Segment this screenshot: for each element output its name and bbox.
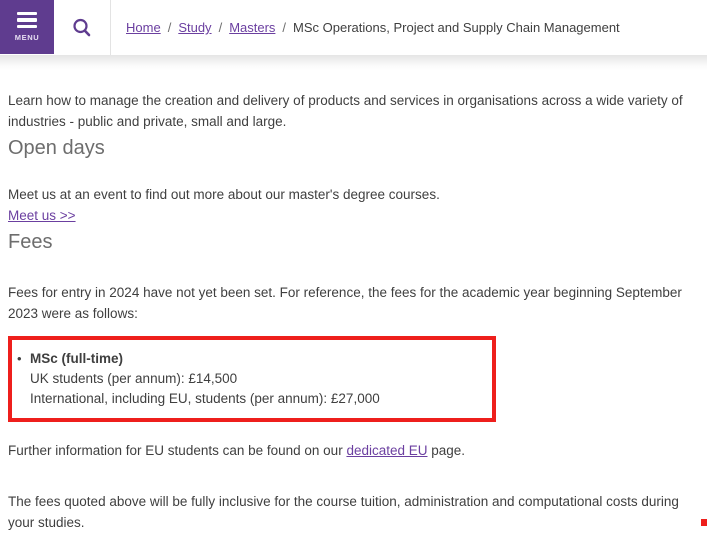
- breadcrumb-current-page: MSc Operations, Project and Supply Chain Management: [293, 20, 620, 35]
- breadcrumb-separator: /: [218, 20, 223, 35]
- hamburger-icon: [17, 12, 37, 29]
- fees-list: [12, 349, 482, 409]
- open-days-heading: Open days: [8, 137, 105, 159]
- menu-button-label: MENU: [14, 33, 40, 43]
- open-days-paragraph: Meet us at an event to find out more about our master's degree courses.: [8, 187, 440, 202]
- header-shadow: [0, 55, 707, 71]
- site-header: [0, 0, 707, 55]
- breadcrumb-separator: /: [282, 20, 287, 35]
- breadcrumb-link-masters[interactable]: Masters: [229, 20, 276, 35]
- fee-uk-line: UK students (per annum): £14,500: [30, 371, 238, 386]
- search-button[interactable]: [54, 0, 110, 55]
- fees-inclusive-paragraph: The fees quoted above will be fully inclusive for the course tuition, administration and computational costs during your studies.: [8, 494, 679, 530]
- breadcrumb-link-home[interactable]: Home: [126, 20, 161, 35]
- fees-intro-paragraph: Fees for entry in 2024 have not yet been set. For reference, the fees for the academic year beginning September 2023 were as follows:: [8, 285, 682, 321]
- course-intro-paragraph: Learn how to manage the creation and delivery of products and services in organisations across a wide variety of industries - public and private, small and large.: [8, 93, 683, 129]
- breadcrumb-separator: /: [167, 20, 172, 35]
- dedicated-eu-link[interactable]: dedicated EU: [346, 443, 428, 458]
- page-content: [0, 71, 707, 533]
- fees-heading: Fees: [8, 231, 53, 253]
- fee-item-title: • MSc (full-time): [30, 351, 123, 366]
- eu-note-text-before: Further information for EU students can be found on our: [8, 443, 347, 458]
- breadcrumb: [111, 0, 707, 55]
- corner-annotation-mark: [701, 519, 707, 526]
- search-icon: [71, 17, 93, 39]
- breadcrumb-link-study[interactable]: Study: [178, 20, 212, 35]
- eu-note-text-after: page.: [427, 443, 466, 458]
- fee-international-line: International, including EU, students (per annum): £27,000: [30, 391, 380, 406]
- meet-us-link[interactable]: Meet us >>: [8, 208, 76, 223]
- fees-highlight-annotation-box: [8, 336, 496, 422]
- eu-note-paragraph: [8, 440, 698, 461]
- menu-button[interactable]: [0, 0, 54, 54]
- fees-list-item: [30, 349, 482, 409]
